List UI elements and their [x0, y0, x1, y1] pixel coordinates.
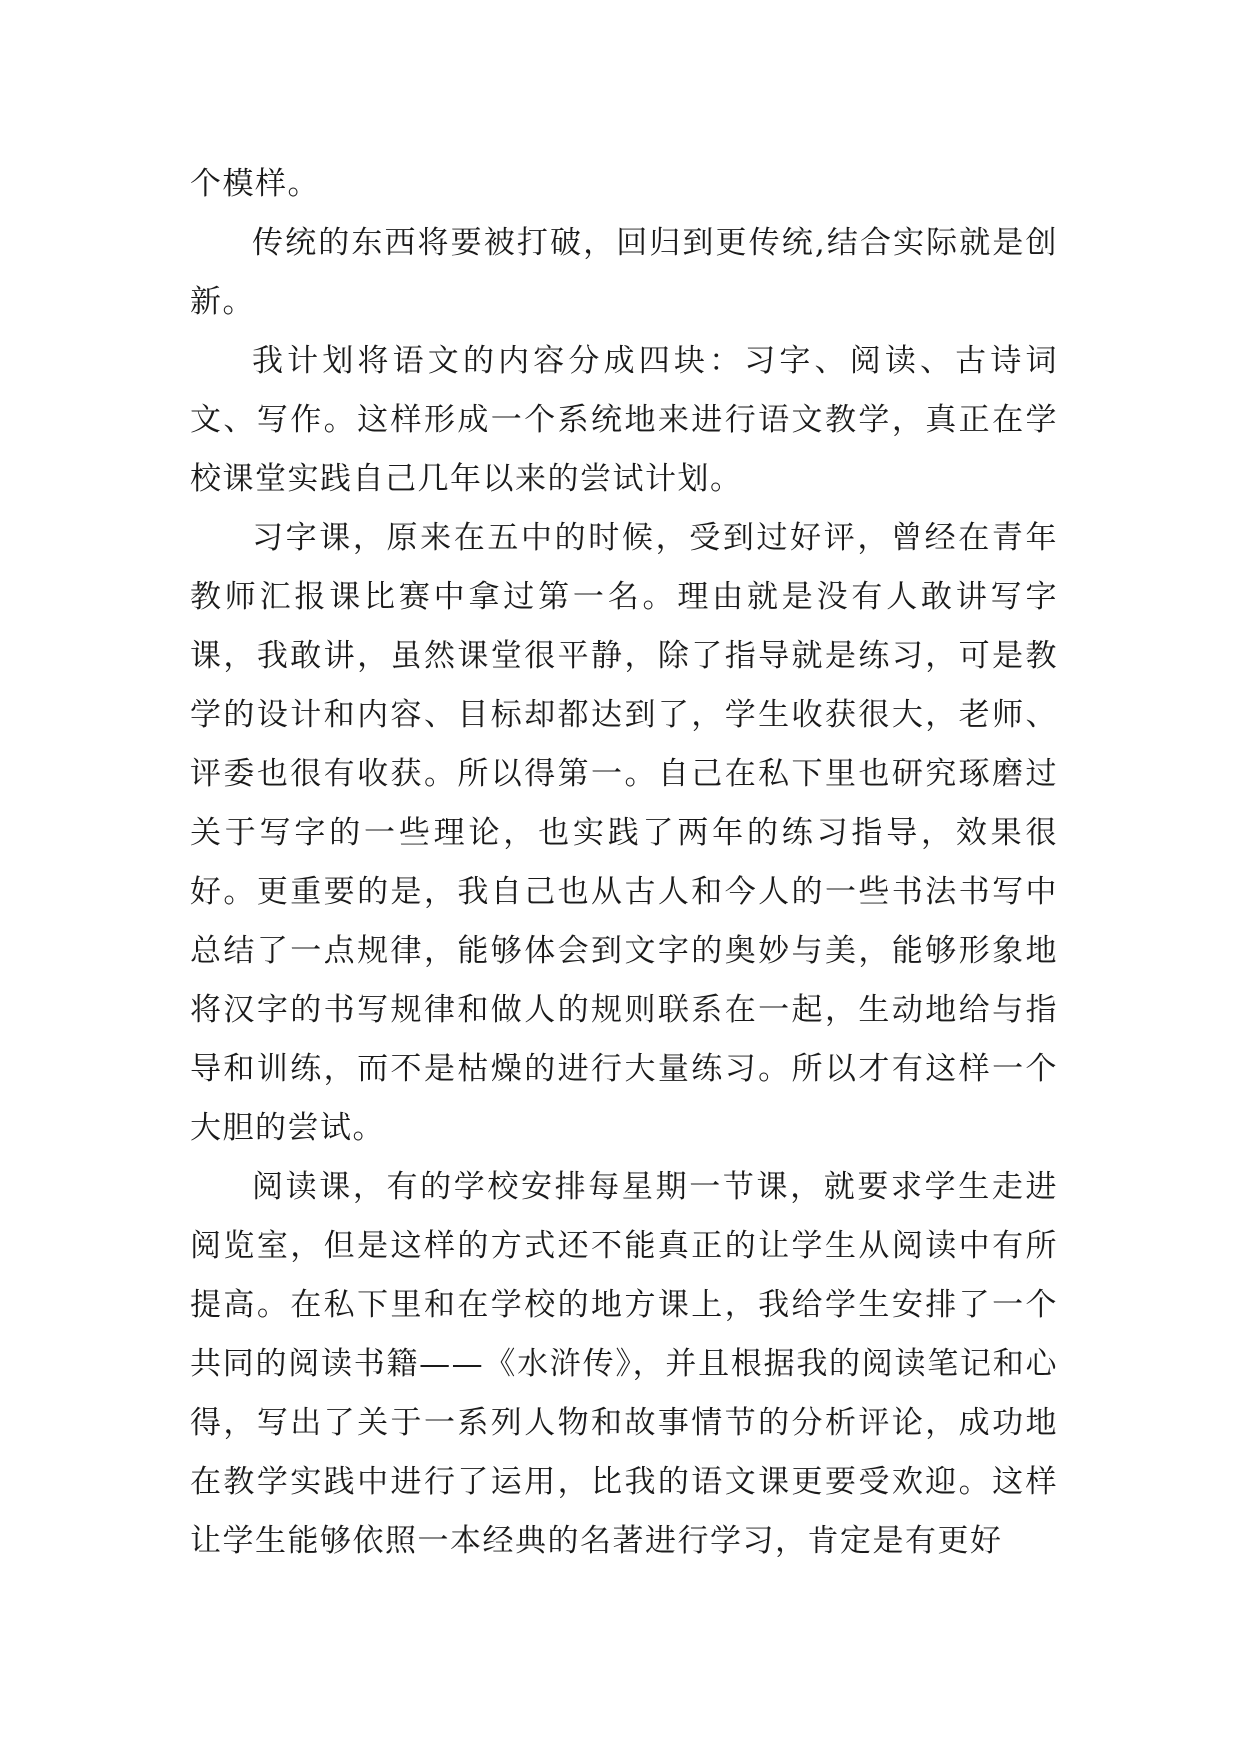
paragraph-3: 我计划将语文的内容分成四块：习字、阅读、古诗词文、写作。这样形成一个系统地来进行语文教学，真正在学校课堂实践自己几年以来的尝试计划。	[190, 343, 1058, 497]
paragraph-5: 阅读课，有的学校安排每星期一节课，就要求学生走进阅览室，但是这样的方式还不能真正的让学生从阅读中有所提高。在私下里和在学校的地方课上，我给学生安排了一个共同的阅读书籍——《水浒传》，并且根据我的阅读笔记和心得，写出了关于一系列人物和故事情节的分析评论，成功地在教学实践中进行了运用，比我的语文课更要受欢迎。这样让学生能够依照一本经典的名著进行学习，肯定是有更好	[190, 1169, 1058, 1559]
paragraph-4: 习字课，原来在五中的时候，受到过好评，曾经在青年教师汇报课比赛中拿过第一名。理由就是没有人敢讲写字课，我敢讲，虽然课堂很平静，除了指导就是练习，可是教学的设计和内容、目标却都达到了，学生收获很大，老师、评委也很有收获。所以得第一。自己在私下里也研究琢磨过关于写字的一些理论，也实践了两年的练习指导，效果很好。更重要的是，我自己也从古人和今人的一些书法书写中总结了一点规律，能够体会到文字的奥妙与美，能够形象地将汉字的书写规律和做人的规则联系在一起，生动地给与指导和训练，而不是枯燥的进行大量练习。所以才有这样一个大胆的尝试。	[190, 520, 1058, 1146]
paragraph-1: 个模样。	[190, 166, 320, 202]
document-body	[190, 155, 1058, 1571]
paragraph-2: 传统的东西将要被打破，回归到更传统,结合实际就是创新。	[190, 225, 1058, 320]
